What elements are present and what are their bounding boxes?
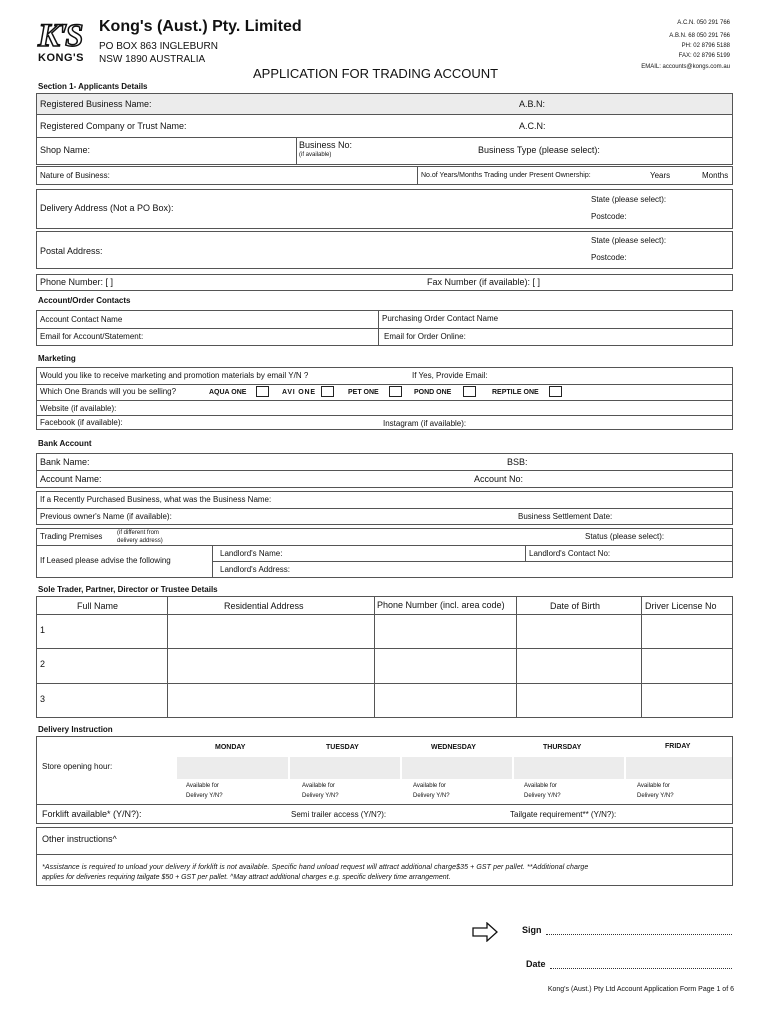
abn-label[interactable]: A.B.N: <box>519 99 546 109</box>
bank-name-label[interactable]: Bank Name: <box>40 457 90 467</box>
company-logo <box>38 20 96 66</box>
brand-pond-one-checkbox[interactable] <box>463 386 476 397</box>
monday-available[interactable]: Available for <box>186 783 219 789</box>
brand-avi-one-checkbox[interactable] <box>321 386 334 397</box>
sign-label: Sign <box>522 925 542 935</box>
business-no-note: (if available) <box>299 152 332 158</box>
logo-subtext: KONG'S <box>38 52 84 64</box>
which-brands-label: Which One Brands will you be selling? <box>40 387 177 396</box>
fax-number-label[interactable]: Fax Number (if available): [ ] <box>427 277 541 287</box>
postal-postcode[interactable]: Postcode: <box>591 253 627 262</box>
landlord-name-label[interactable]: Landlord's Name: <box>220 549 283 558</box>
acn-label[interactable]: A.C.N: <box>519 121 546 131</box>
if-different-note2: delivery address) <box>117 538 163 544</box>
friday-delivery-yn[interactable]: Delivery Y/N? <box>637 793 674 799</box>
company-address-line1: PO BOX 863 INGLEBURN <box>99 41 218 52</box>
page-footer: Kong's (Aust.) Pty Ltd Account Application Form Page 1 of 6 <box>547 986 734 993</box>
tuesday-delivery-yn[interactable]: Delivery Y/N? <box>302 793 339 799</box>
contacts-title: Account/Order Contacts <box>38 296 131 305</box>
delivery-address-label[interactable]: Delivery Address (Not a PO Box): <box>40 203 174 213</box>
bsb-label[interactable]: BSB: <box>507 457 528 467</box>
phone-number-label[interactable]: Phone Number: [ ] <box>40 277 114 287</box>
nature-of-business-label[interactable]: Nature of Business: <box>40 171 110 180</box>
company-email: EMAIL: accounts@kongs.com.au <box>641 64 730 70</box>
company-acn: A.C.N. 050 291 766 <box>677 20 730 26</box>
col-dob: Date of Birth <box>550 601 601 611</box>
col-driver-license: Driver License No <box>645 601 717 611</box>
business-no-label[interactable]: Business No: <box>299 140 353 150</box>
previous-owner-label[interactable]: Previous owner's Name (if available): <box>40 512 172 521</box>
semi-trailer-label[interactable]: Semi trailer access (Y/N?): <box>291 810 387 819</box>
table-row[interactable]: 1 <box>40 625 46 635</box>
landlord-contact-label[interactable]: Landlord's Contact No: <box>529 549 611 558</box>
section1-title: Section 1- Applicants Details <box>38 82 148 91</box>
thursday-delivery-yn[interactable]: Delivery Y/N? <box>524 793 561 799</box>
instagram-label[interactable]: Instagram (if available): <box>383 419 467 428</box>
company-fax: FAX: 02 8796 5199 <box>678 53 730 59</box>
company-phone: PH: 02 8796 5188 <box>681 43 730 49</box>
delivery-note-line1: *Assistance is required to unload your delivery if forklift is not available. Specific hand unload request will attract additional charge$35 + GST per pallet. **Additional charge <box>42 864 589 871</box>
receive-marketing-question[interactable]: Would you like to receive marketing and promotion materials by email Y/N ? <box>40 371 309 380</box>
account-name-label[interactable]: Account Name: <box>40 474 102 484</box>
facebook-label[interactable]: Facebook (if available): <box>40 418 123 427</box>
delivery-postcode[interactable]: Postcode: <box>591 212 627 221</box>
table-row[interactable]: 2 <box>40 659 46 669</box>
account-no-label[interactable]: Account No: <box>474 474 524 484</box>
postal-state-select[interactable]: State (please select): <box>591 236 667 245</box>
monday-delivery-yn[interactable]: Delivery Y/N? <box>186 793 223 799</box>
premises-status-select[interactable]: Status (please select): <box>585 532 665 541</box>
wednesday-available[interactable]: Available for <box>413 783 446 789</box>
recently-purchased-label[interactable]: If a Recently Purchased Business, what was the Business Name: <box>40 495 272 504</box>
brand-aqua-one-label: AQUA ONE <box>209 389 247 396</box>
sole-trader-title: Sole Trader, Partner, Director or Trustee Details <box>38 585 218 594</box>
day-friday: FRIDAY <box>665 743 691 750</box>
forklift-label[interactable]: Forklift available* (Y/N?): <box>42 809 142 819</box>
opening-hours-bg <box>177 757 732 779</box>
day-thursday: THURSDAY <box>543 744 582 751</box>
delivery-note-line2: applies for deliveries requiring tailgate $50 + GST per pallet. ^May attract additional charges e.g. specific delivery time arrangement. <box>42 874 451 881</box>
postal-address-label[interactable]: Postal Address: <box>40 246 103 256</box>
company-address-line2: NSW 1890 AUSTRALIA <box>99 54 206 65</box>
years-field[interactable]: Years <box>650 171 671 180</box>
if-different-note1: (if different from <box>117 530 159 536</box>
months-field[interactable]: Months <box>702 171 729 180</box>
delivery-title: Delivery Instruction <box>38 725 113 734</box>
years-trading-label: No.of Years/Months Trading under Present Ownership: <box>421 172 591 179</box>
col-phone: Phone Number (incl. area code) <box>377 600 505 610</box>
company-abn: A.B.N. 68 050 291 766 <box>669 33 730 39</box>
sign-line[interactable] <box>546 934 732 935</box>
friday-available[interactable]: Available for <box>637 783 670 789</box>
day-wednesday: WEDNESDAY <box>431 744 476 751</box>
phone-row <box>36 274 733 291</box>
delivery-state-select[interactable]: State (please select): <box>591 195 667 204</box>
nature-row <box>36 166 733 185</box>
day-tuesday: TUESDAY <box>326 744 359 751</box>
other-instructions-label[interactable]: Other instructions^ <box>42 834 117 844</box>
thursday-available[interactable]: Available for <box>524 783 557 789</box>
date-line[interactable] <box>550 968 732 969</box>
arrow-right-icon <box>472 922 498 942</box>
marketing-title: Marketing <box>38 354 76 363</box>
brand-pet-one-label: PET ONE <box>348 389 379 396</box>
brand-reptile-one-checkbox[interactable] <box>549 386 562 397</box>
landlord-address-label[interactable]: Landlord's Address: <box>220 565 291 574</box>
col-full-name: Full Name <box>77 601 119 611</box>
logo-mark: K'S <box>38 18 82 54</box>
provide-email-label[interactable]: If Yes, Provide Email: <box>412 371 488 380</box>
tailgate-label[interactable]: Tailgate requirement** (Y/N?): <box>510 810 617 819</box>
bank-title: Bank Account <box>38 439 92 448</box>
email-account-statement[interactable]: Email for Account/Statement: <box>40 332 144 341</box>
settlement-date-label[interactable]: Business Settlement Date: <box>518 512 613 521</box>
website-label[interactable]: Website (if available): <box>40 404 117 413</box>
brand-avi-one-label: AVI ONE <box>282 389 316 396</box>
account-contact-name[interactable]: Account Contact Name <box>40 315 123 324</box>
registered-company-label[interactable]: Registered Company or Trust Name: <box>40 121 187 131</box>
purchasing-contact-name[interactable]: Purchasing Order Contact Name <box>382 314 499 323</box>
store-opening-label: Store opening hour: <box>42 762 113 771</box>
form-title: APPLICATION FOR TRADING ACCOUNT <box>253 66 499 81</box>
brand-reptile-one-label: REPTILE ONE <box>492 389 539 396</box>
trading-premises-label: Trading Premises <box>40 532 103 541</box>
table-row[interactable]: 3 <box>40 694 46 704</box>
tuesday-available[interactable]: Available for <box>302 783 335 789</box>
brand-pet-one-checkbox[interactable] <box>389 386 402 397</box>
business-type-label[interactable]: Business Type (please select): <box>478 145 600 155</box>
email-order-online[interactable]: Email for Order Online: <box>384 332 466 341</box>
registered-business-name-label[interactable]: Registered Business Name: <box>40 99 152 109</box>
shop-name-label[interactable]: Shop Name: <box>40 145 91 155</box>
col-residential-address: Residential Address <box>224 601 304 611</box>
if-leased-label: If Leased please advise the following <box>40 556 171 565</box>
brand-pond-one-label: POND ONE <box>414 389 452 396</box>
date-label: Date <box>526 959 546 969</box>
brand-aqua-one-checkbox[interactable] <box>256 386 269 397</box>
company-name: Kong's (Aust.) Pty. Limited <box>99 18 302 35</box>
wednesday-delivery-yn[interactable]: Delivery Y/N? <box>413 793 450 799</box>
day-monday: MONDAY <box>215 744 246 751</box>
